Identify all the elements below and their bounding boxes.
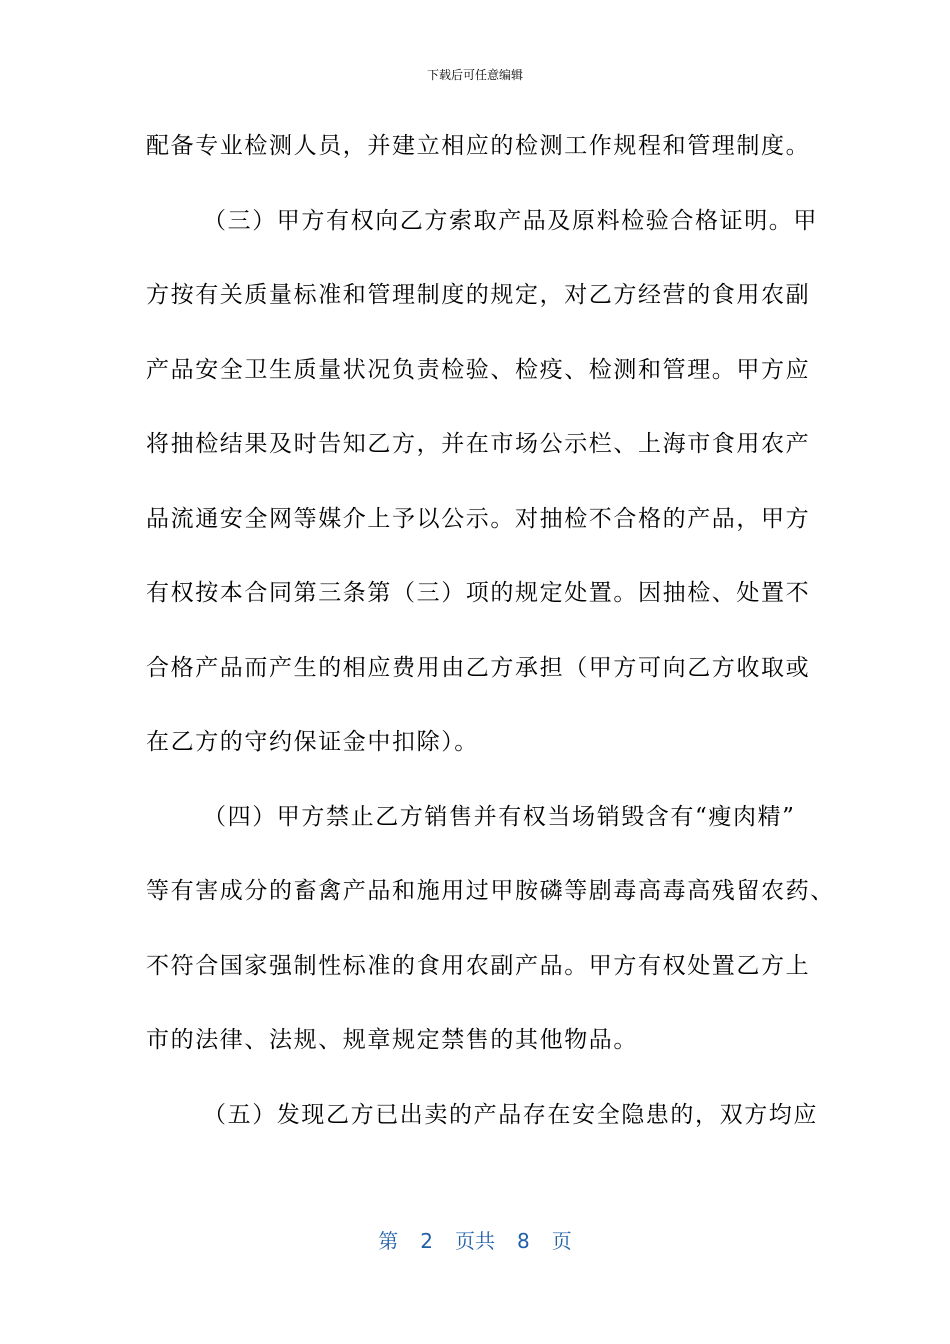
text-line: （三）甲方有权向乙方索取产品及原料检验合格证明。甲 [203,207,818,234]
text-line: 不符合国家强制性标准的食用农副产品。甲方有权处置乙方上 [146,952,811,979]
text-line: 等有害成分的畜禽产品和施用过甲胺磷等剧毒高毒高残留农药、 [146,878,835,904]
text-line: 配备专业检测人员，并建立相应的检测工作规程和管理制度。 [146,133,811,159]
footer-label-total: 页共 [455,1229,495,1253]
text-line: 市的法律、法规、规章规定禁售的其他物品。 [146,1027,638,1053]
text-line: 合格产品而产生的相应费用由乙方承担（甲方可向乙方收取或 [146,654,811,681]
text-line: 有权按本合同第三条第（三）项的规定处置。因抽检、处置不 [146,580,811,606]
text-line: 方按有关质量标准和管理制度的规定，对乙方经营的食用农副 [146,282,811,308]
footer-label-page: 第 [378,1229,399,1253]
page-footer [0,1225,950,1254]
text-line: 将抽检结果及时告知乙方，并在市场公示栏、上海市食用农产 [146,431,811,457]
footer-current-page: 2 [420,1229,433,1253]
header-note: 下载后可任意编辑 [426,68,523,82]
document-body [146,128,846,1171]
text-line: （四）甲方禁止乙方销售并有权当场销毁含有“瘦肉精” [203,803,796,830]
text-line: （五）发现乙方已出卖的产品存在安全隐患的，双方均应 [203,1101,818,1128]
text-line: 在乙方的守约保证金中扣除）。 [146,729,479,755]
footer-label-end: 页 [551,1229,572,1253]
footer-total-pages: 8 [517,1229,530,1253]
text-line: 品流通安全网等媒介上予以公示。对抽检不合格的产品，甲方 [146,505,811,532]
text-line: 产品安全卫生质量状况负责检验、检疫、检测和管理。甲方应 [146,356,811,383]
